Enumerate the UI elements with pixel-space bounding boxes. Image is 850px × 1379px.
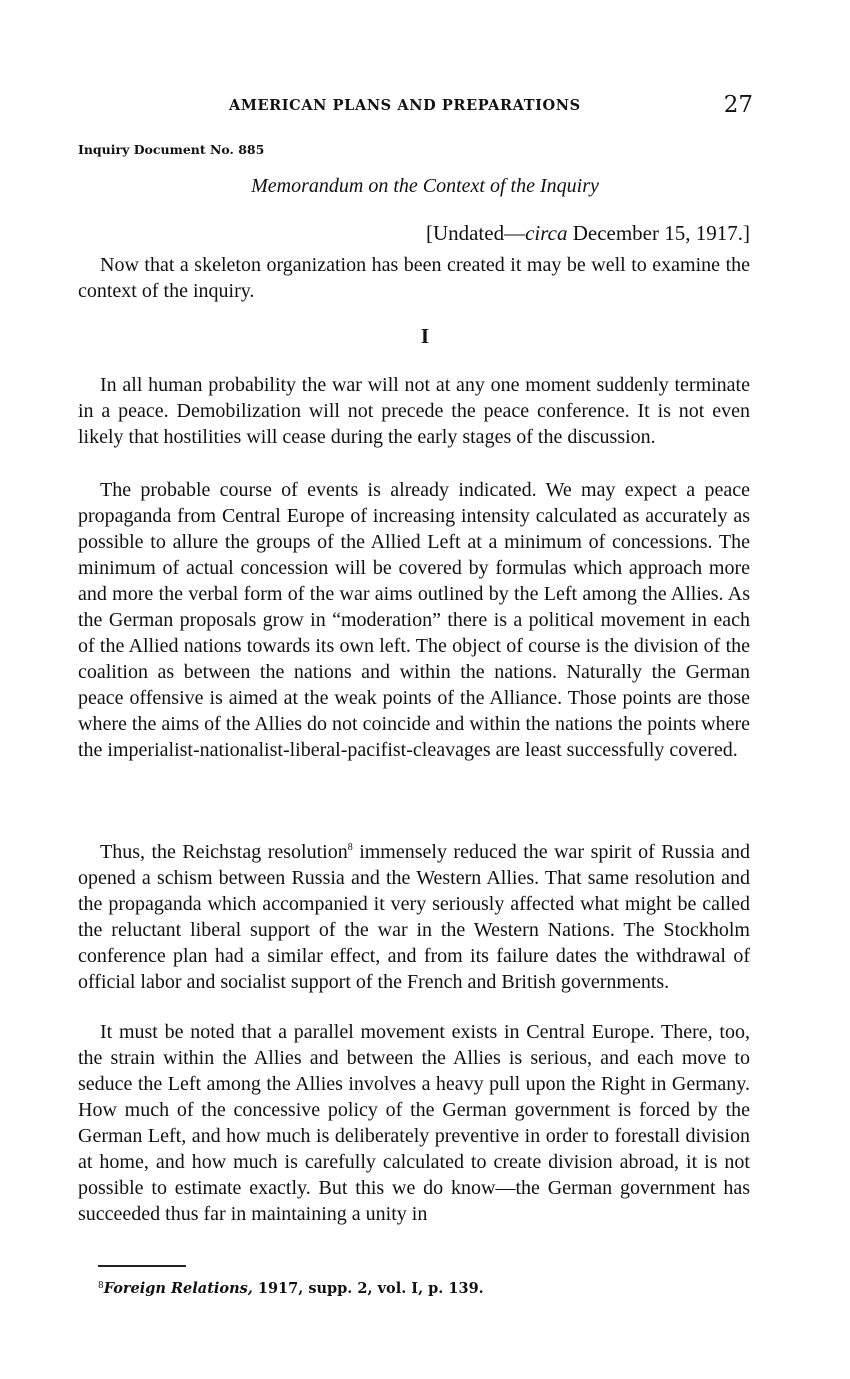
running-head: AMERICAN PLANS AND PREPARATIONS <box>229 97 581 114</box>
intro-paragraph: Now that a skeleton organization has been created it may be well to examine the context of the inquiry. <box>78 254 750 302</box>
footnote-citation: 1917, supp. 2, vol. I, p. 139. <box>252 1280 484 1297</box>
paragraph-3-start: Thus, the Reichstag resolution <box>100 841 348 863</box>
footnote <box>98 1280 484 1297</box>
document-label: Inquiry Document No. 885 <box>78 142 265 157</box>
paragraph-4: It must be noted that a parallel movement exists in Central Europe. There, too, the strain within the Allies and between the Allies is serious, and each move to seduce the Left among the Allies involves a heavy pull upon the Right in Germany. How much of the concessive policy of the German government is forced by the German Left, and how much is deliberately preventive in order to forestall division at home, and how much is carefully calculated to create division abroad, it is not possible to estimate exactly. But this we do know—the German government has succeeded thus far in maintaining a unity in <box>78 1021 750 1225</box>
dateline-open: [Undated— <box>425 221 526 245</box>
paragraph-3 <box>78 839 750 995</box>
page-number: 27 <box>723 92 753 118</box>
paragraph-1: In all human probability the war will not at any one moment suddenly terminate in a peace. Demobilization will not precede the peace conference. It is not even likely that hostilities will cease during the early stages of the discussion. <box>78 374 750 448</box>
dateline-close: December 15, 1917.] <box>567 221 750 245</box>
memo-title: Memorandum on the Context of the Inquiry <box>251 175 599 197</box>
section-number: I <box>420 324 430 348</box>
paragraph-3-rest: immensely reduced the war spirit of Russia and opened a schism between Russia and the Western Allies. That same resolution and the propaganda which accompanied it very seriously affected what might be called the reluctant liberal support of the war in the Western Nations. The Stockholm conference plan had a similar effect, and from its failure dates the withdrawal of official labor and socialist support of the French and British governments. <box>78 841 750 993</box>
footnote-source: Foreign Relations, <box>103 1280 253 1297</box>
paragraph-2: The probable course of events is already indicated. We may expect a peace propaganda from Central Europe of increasing intensity calculated as accurately as possible to allure the groups of the Allied Left at a minimum of concessions. The minimum of actual concession will be covered by formulas which approach more and more the verbal form of the war aims outlined by the Left among the Allies. As the German proposals grow in “moderation” there is a political movement in each of the Allied nations towards its own left. The object of course is the division of the coalition as between the nations and within the nations. Naturally the German peace offensive is aimed at the weak points of the Alliance. Those points are those where the aims of the Allies do not coincide and within the nations the points where the imperialist-nationalist-liberal-pacifist-cleavages are least successfully covered. <box>78 479 750 761</box>
dateline <box>426 221 750 246</box>
footnote-reference[interactable]: 8 <box>347 842 353 853</box>
dateline-circa: circa <box>525 221 568 245</box>
footnote-mark: 8 <box>98 1281 104 1291</box>
footnote-rule <box>98 1265 186 1267</box>
